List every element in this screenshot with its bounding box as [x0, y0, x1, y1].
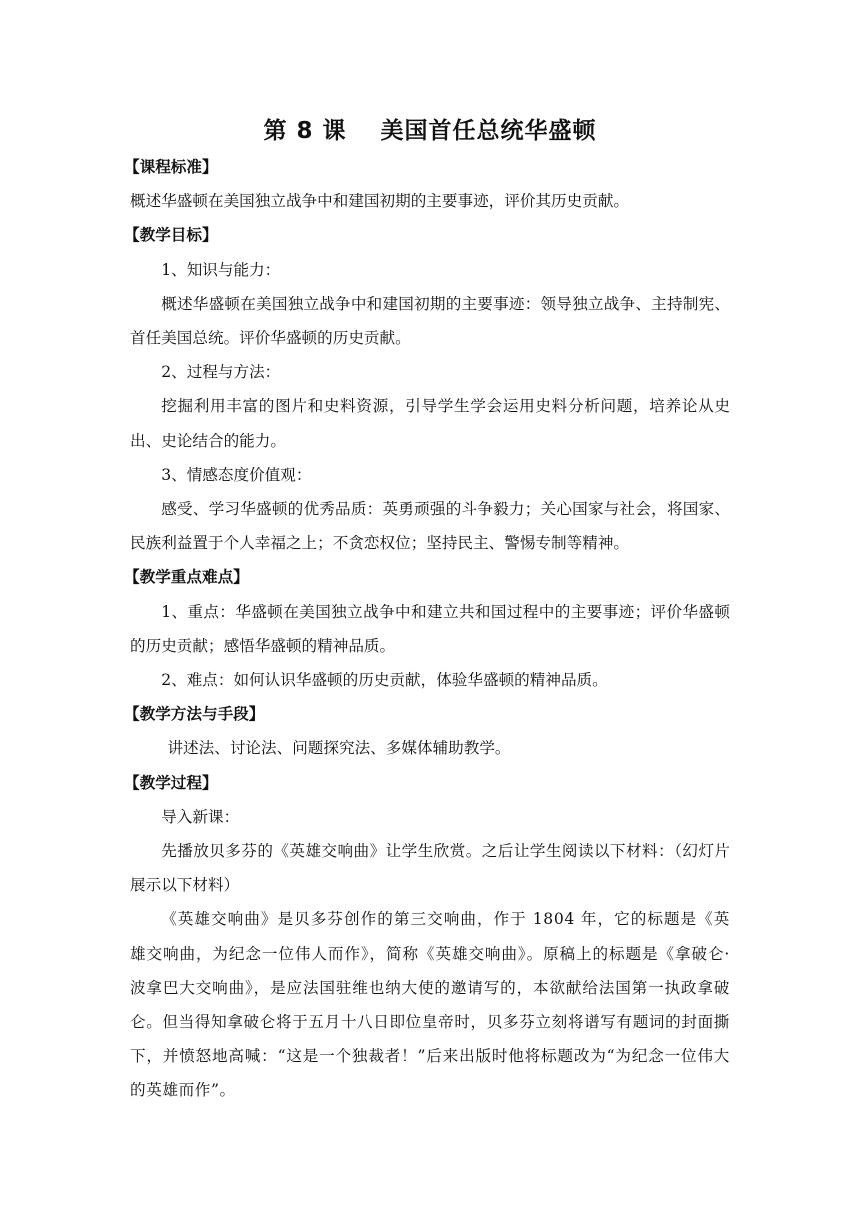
material-quote: 《英雄交响曲》是贝多芬创作的第三交响曲，作于 1804 年，它的标题是《英雄交响曲，为纪念一位伟人而作》，简称《英雄交响曲》。原稿上的标题是《拿破仑·波拿巴大交响曲》，是应法国驻维也纳大使的邀请写的，本欲献给法国第一执政拿破仑。但当得知拿破仑将于五月十八日即位皇帝时，贝多芬立刻将谱写有题词的封面撕下，并愤怒地高喊：“这是一个独裁者！”后来出版时他将标题改为“为纪念一位伟大的英雄而作”。 [130, 910, 730, 1100]
intro-text: 先播放贝多芬的《英雄交响曲》让学生欣赏。之后让学生阅读以下材料：（幻灯片展示以下材料） [130, 842, 730, 895]
page-title [0, 112, 860, 145]
keypoint-2: 2、难点：如何认识华盛顿的历史贡献，体验华盛顿的精神品质。 [161, 671, 608, 690]
lesson-title: 美国首任总统华盛顿 [380, 118, 597, 144]
keypoint-1: 1、重点：华盛顿在美国独立战争中和建立共和国过程中的主要事迹；评价华盛顿的历史贡献；感悟华盛顿的精神品质。 [130, 602, 730, 655]
goal-2-text: 挖掘利用丰富的图片和史料资源，引导学生学会运用史料分析问题，培养论从史出、史论结合的能力。 [130, 397, 730, 450]
intro-label: 导入新课： [161, 807, 240, 826]
lesson-number: 第 8 课 [263, 118, 347, 144]
section-heading-goals: 【教学目标】 [124, 226, 218, 245]
goal-1-text: 概述华盛顿在美国独立战争中和建国初期的主要事迹：领导独立战争、主持制宪、首任美国总统。评价华盛顿的历史贡献。 [130, 294, 730, 348]
goal-3-label: 3、情感态度价值观： [161, 465, 312, 484]
section-heading-standard: 【课程标准】 [124, 158, 218, 176]
goal-1-label: 1、知识与能力： [161, 260, 281, 279]
standard-text: 概述华盛顿在美国独立战争中和建国初期的主要事迹，评价其历史贡献。 [130, 192, 630, 211]
methods-text: 讲述法、讨论法、问题探究法、多媒体辅助教学。 [167, 739, 511, 758]
section-heading-methods: 【教学方法与手段】 [124, 705, 265, 724]
goal-2-label: 2、过程与方法： [161, 363, 281, 382]
section-heading-keypoints: 【教学重点难点】 [124, 568, 249, 587]
document-body [124, 150, 730, 1108]
goal-3-text: 感受、学习华盛顿的优秀品质：英勇顽强的斗争毅力；关心国家与社会，将国家、民族利益置于个人幸福之上；不贪恋权位；坚持民主、警惕专制等精神。 [130, 500, 730, 553]
section-heading-process: 【教学过程】 [124, 773, 218, 792]
